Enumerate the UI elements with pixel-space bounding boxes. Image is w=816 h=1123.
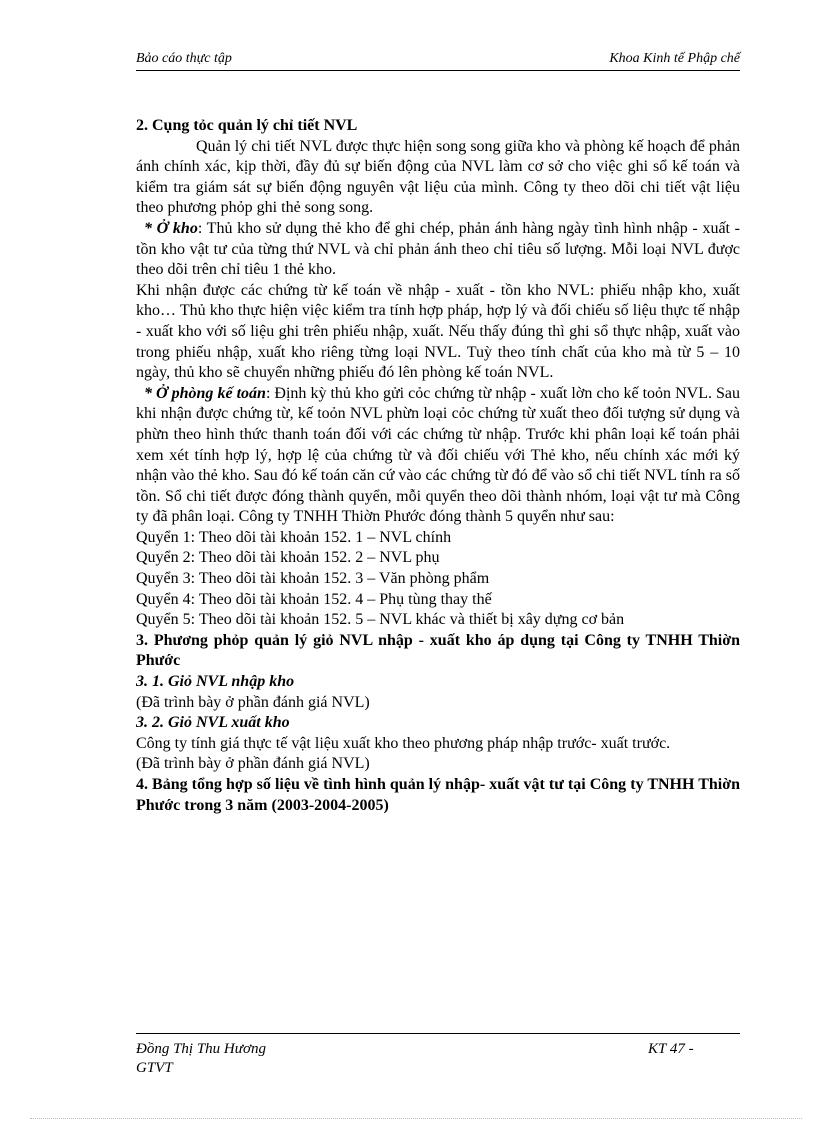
document-body: [136, 116, 740, 816]
book-list-item: Quyển 1: Theo dõi tài khoản 152. 1 – NVL chính: [136, 528, 452, 546]
kho-label: * Ở kho: [144, 219, 198, 237]
section-3-1-text: (Đã trình bày ở phần đánh giá NVL): [136, 693, 370, 711]
accounting-paragraph: [136, 384, 740, 528]
footer-divider: [136, 1033, 740, 1034]
kho-text: : Thủ kho sử dụng thẻ kho để ghi chép, phản ánh hàng ngày tình hình nhập - xuất - tồn kho vật tư của từng thứ NVL và chỉ phản ánh theo chỉ tiêu số lượng. Mỗi loại NVL được theo dõi trên chỉ tiêu 1 thẻ kho.: [136, 219, 741, 279]
footer-school: GTVT: [136, 1060, 173, 1076]
header-report-title: Bảo cáo thực tập: [136, 51, 232, 66]
footer-author-block: [136, 1040, 266, 1078]
kho-paragraph-2: Khi nhận được các chứng từ kế toán về nhập - xuất - tồn kho NVL: phiếu nhập kho, xuất kho… Thủ kho thực hiện việc kiểm tra tính hợp pháp, hợp lý và đối chiếu số liệu thực tế nhập - xuất kho với số liệu ghi trên phiếu nhập, xuất. Nếu thấy đúng thì ghi sổ thực nhập, xuất vào trong phiếu nhập, xuất kho riêng từng loại NVL. Tuỳ theo tính chất của kho mà từ 5 – 10 ngày, thủ kho sẽ chuyển những phiếu đó lên phòng kế toán NVL.: [136, 281, 740, 382]
book-list-item: Quyển 4: Theo dõi tài khoản 152. 4 – Phụ tùng thay thế: [136, 590, 492, 608]
accounting-text: : Định kỳ thủ kho gửi cỏc chứng từ nhập - xuất lờn cho kế toỏn NVL. Sau khi nhận được chứng từ, kế toỏn NVL phừn loại cỏc chứng từ xuất theo đối tượng sử dụng và phừn theo hình thức thanh toán đối với các chứng từ nhập. Trước khi phân loại kế toán phải xem xét tính hợp lý, hợp lệ của chứng từ và đối chiếu với Thẻ kho, nếu chính xác mới ký nhận vào thẻ kho. Sau đó kế toán căn cứ vào các chứng từ đó để vào sổ chi tiết NVL tính ra số tồn. Sổ chi tiết được đóng thành quyển, mỗi quyển theo dõi thành nhóm, loại vật tư mà Công ty đã phân loại. Công ty TNHH Thiờn Phước đóng thành 5 quyển như sau:: [136, 384, 741, 526]
section-3-2-heading: 3. 2. Giỏ NVL xuất kho: [136, 714, 290, 732]
section-3-2-text: Công ty tính giá thực tế vật liệu xuất kho theo phương pháp nhập trước- xuất trước.: [136, 734, 671, 752]
accounting-label: * Ở phòng kế toán: [144, 384, 266, 402]
header-faculty: Khoa Kinh tế Phập chế: [609, 51, 740, 66]
section-3-1-heading: 3. 1. Giỏ NVL nhập kho: [136, 673, 295, 691]
section-4-heading: 4. Bảng tổng hợp số liệu về tình hình quản lý nhập- xuất vật tư tại Công ty TNHH Thiờn Phước trong 3 năm (2003-2004-2005): [136, 776, 740, 814]
kho-paragraph: [136, 219, 740, 281]
section-3-heading: 3. Phương phỏp quản lý giỏ NVL nhập - xuất kho áp dụng tại Công ty TNHH Thiờn Phước: [136, 631, 740, 670]
footer-class: KT 47 -: [648, 1041, 694, 1057]
section-2-intro: Quản lý chi tiết NVL được thực hiện song song giữa kho và phòng kế hoạch để phản ánh chính xác, kịp thời, đầy đủ sự biến động của NVL làm cơ sở cho việc ghi sổ kế toán và kiểm tra giám sát sự biến động nguyên vật liệu của mình. Công ty theo dõi chi tiết vật liệu theo phương phỏp ghi thẻ song song.: [136, 137, 740, 217]
book-list-item: Quyển 2: Theo dõi tài khoản 152. 2 – NVL phụ: [136, 549, 440, 567]
book-list-item: Quyển 5: Theo dõi tài khoản 152. 5 – NVL khác và thiết bị xây dựng cơ bản: [136, 611, 625, 629]
header-divider: [136, 70, 740, 71]
footer-author: Đồng Thị Thu Hương: [136, 1041, 266, 1057]
page-header: [136, 50, 740, 68]
section-2-heading: 2. Cụng tỏc quản lý chỉ tiết NVL: [136, 117, 358, 134]
page-bottom-border: [30, 1118, 802, 1119]
section-3-2-note: (Đã trình bày ở phần đánh giá NVL): [136, 755, 370, 773]
book-list-item: Quyển 3: Theo dõi tài khoản 152. 3 – Văn phòng phẩm: [136, 570, 490, 588]
